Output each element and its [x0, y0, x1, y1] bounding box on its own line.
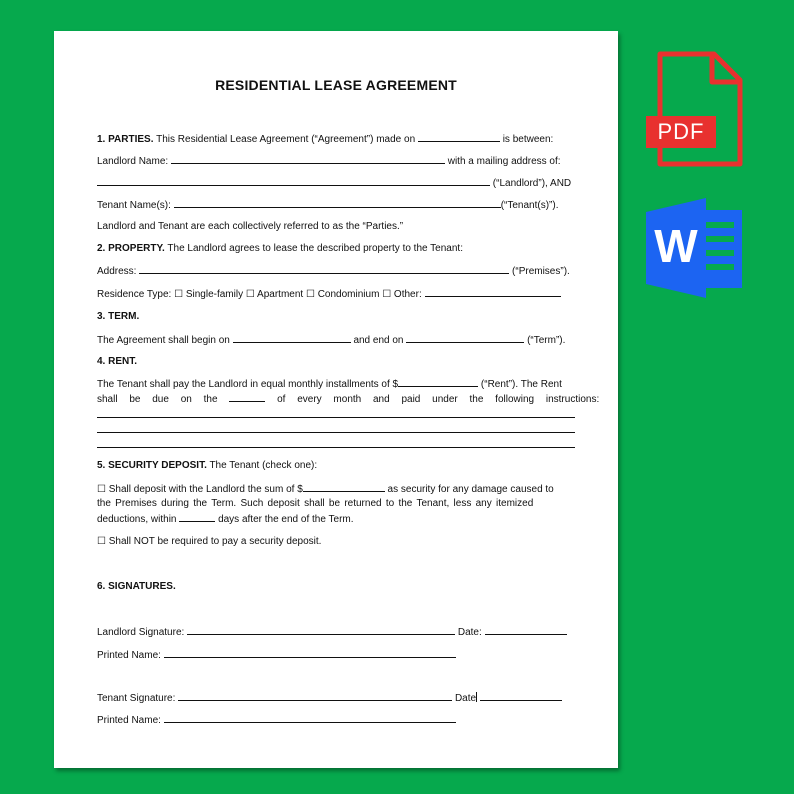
parties-intro: This Residential Lease Agreement (“Agreement”) made on — [156, 134, 416, 145]
landlord-name-blank[interactable] — [171, 154, 445, 164]
tenant-signature-blank[interactable] — [178, 691, 452, 701]
deposit-option-2[interactable]: ☐ Shall NOT be required to pay a security deposit. — [97, 536, 322, 547]
tenant-name-line — [97, 198, 581, 212]
rent-line1-a: The Tenant shall pay the Landlord in equal monthly installments of $ — [97, 379, 399, 390]
signatures-heading — [97, 580, 581, 593]
landlord-name-line — [97, 154, 581, 168]
landlord-printed-line — [97, 648, 581, 662]
property-text: The Landlord agrees to lease the described property to the Tenant: — [167, 243, 463, 254]
pdf-label: PDF — [646, 116, 716, 148]
parties-heading: 1. PARTIES. — [97, 134, 154, 145]
rent-instructions-blank-1[interactable] — [97, 417, 575, 418]
word-label: W — [654, 220, 698, 272]
landlord-printed-label: Printed Name: — [97, 650, 161, 661]
landlord-printed-blank[interactable] — [164, 648, 456, 658]
rent-instructions-blank-3[interactable] — [97, 447, 575, 448]
term-begin-blank[interactable] — [233, 333, 351, 343]
deposit-line — [97, 459, 581, 472]
address-blank[interactable] — [139, 264, 509, 274]
agreement-date-blank[interactable] — [418, 132, 500, 142]
deposit-return-days-blank[interactable] — [179, 512, 215, 522]
parties-collective: Landlord and Tenant are each collectively referred to as the “Parties.” — [97, 221, 404, 232]
tenant-printed-line — [97, 713, 581, 727]
residence-type-label: Residence Type: — [97, 289, 172, 300]
parties-is-between: is between: — [502, 134, 554, 145]
property-heading: 2. PROPERTY. — [97, 243, 165, 254]
rent-line-2 — [97, 392, 600, 406]
pdf-file-icon[interactable] — [652, 50, 744, 170]
deposit-opt1-a: ☐ Shall deposit with the Landlord the sum of $ — [97, 484, 303, 495]
deposit-heading: 5. SECURITY DEPOSIT. — [97, 460, 207, 471]
landlord-signature-label: Landlord Signature: — [97, 627, 185, 638]
mailing-address-label: with a mailing address of: — [447, 156, 561, 167]
deposit-option-1-line-3 — [97, 512, 581, 526]
other-type-blank[interactable] — [425, 287, 561, 297]
tenant-printed-label: Printed Name: — [97, 715, 161, 726]
landlord-address-line — [97, 176, 581, 190]
tenant-suffix: (“Tenant(s)”). — [500, 200, 559, 211]
term-suffix: (“Term”). — [527, 335, 566, 346]
term-line — [97, 333, 581, 347]
rent-line1-b: (“Rent”). The Rent — [480, 379, 562, 390]
landlord-signature-blank[interactable] — [187, 625, 455, 635]
option-single-family[interactable]: ☐ Single-family — [174, 289, 244, 300]
term-heading — [97, 310, 581, 323]
rent-line2-a: shall be due on the — [97, 394, 218, 405]
document-title: RESIDENTIAL LEASE AGREEMENT — [215, 77, 457, 93]
deposit-amount-blank[interactable] — [303, 482, 385, 492]
property-line — [97, 242, 581, 255]
option-other[interactable]: ☐ Other: — [382, 289, 422, 300]
term-begin-label: The Agreement shall begin on — [97, 335, 230, 346]
rent-line-1 — [97, 377, 581, 391]
tenant-date-label: Date — [454, 693, 477, 704]
deposit-opt1-line3-a: deductions, within — [97, 514, 177, 525]
premises-suffix: (“Premises”). — [512, 266, 570, 277]
option-condominium[interactable]: ☐ Condominium — [305, 289, 380, 300]
landlord-date-label: Date: — [457, 627, 482, 638]
rent-instructions-blank-2[interactable] — [97, 432, 575, 433]
option-apartment[interactable]: ☐ Apartment — [245, 289, 304, 300]
term-end-blank[interactable] — [406, 333, 524, 343]
tenant-name-label: Tenant Name(s): — [97, 200, 171, 211]
rent-heading-text: 4. RENT. — [97, 356, 138, 367]
landlord-name-label: Landlord Name: — [97, 156, 169, 167]
rent-heading — [97, 355, 581, 368]
landlord-date-blank[interactable] — [485, 625, 567, 635]
tenant-printed-blank[interactable] — [164, 713, 456, 723]
rent-line2-b: of every month and paid under the following instructions: — [277, 394, 600, 405]
tenant-date-blank[interactable] — [480, 691, 562, 701]
term-heading-text: 3. TERM. — [97, 311, 140, 322]
tenant-signature-label: Tenant Signature: — [97, 693, 176, 704]
tenant-signature-line — [97, 691, 581, 705]
deposit-opt1-b: as security for any damage caused to — [387, 484, 554, 495]
residence-type-line — [97, 287, 581, 301]
text-cursor — [476, 692, 477, 702]
rent-amount-blank[interactable] — [398, 377, 478, 387]
address-label: Address: — [97, 266, 137, 277]
landlord-suffix: (“Landlord”), AND — [492, 178, 572, 189]
deposit-text: The Tenant (check one): — [209, 460, 318, 471]
deposit-opt1-line3-b: days after the end of the Term. — [218, 514, 354, 525]
document-page — [54, 31, 618, 768]
tenant-name-blank[interactable] — [174, 198, 501, 208]
signatures-heading-text: 6. SIGNATURES. — [97, 581, 176, 592]
deposit-option-1-line-1[interactable] — [97, 482, 581, 496]
parties-line-1 — [97, 132, 581, 146]
address-line — [97, 264, 581, 278]
term-end-label: and end on — [353, 335, 404, 346]
deposit-opt1-line2: the Premises during the Term. Such deposit shall be returned to the Tenant, less any itemized — [97, 498, 534, 509]
landlord-signature-line — [97, 625, 581, 639]
landlord-address-blank[interactable] — [97, 176, 490, 186]
rent-due-day-blank[interactable] — [229, 392, 265, 402]
